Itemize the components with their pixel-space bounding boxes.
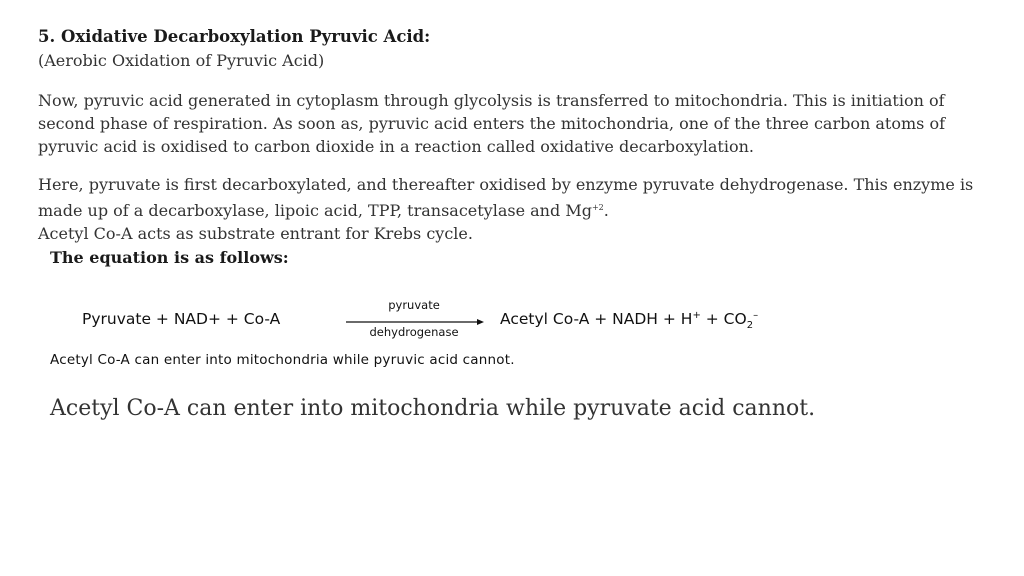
paragraph-pyruvate-dehydrogenase xyxy=(38,173,988,245)
equation-enzyme-arrow xyxy=(344,300,484,344)
reaction-equation xyxy=(82,300,862,346)
conclusion-text: Acetyl Co-A can enter into mitochondria while pyruvate acid cannot. xyxy=(50,396,816,421)
equation-products xyxy=(500,310,758,331)
products-co2-text: + CO xyxy=(700,310,747,328)
section-subheading: (Aerobic Oxidation of Pyruvic Acid) xyxy=(38,51,325,70)
enzyme-label-bottom: dehydrogenase xyxy=(369,325,459,339)
equation-label: The equation is as follows: xyxy=(50,248,289,267)
paragraph-glycolysis-transfer: Now, pyruvic acid generated in cytoplasm through glycolysis is transferred to mitochondria. This is initiation of second phase of respiration. As soon as, pyruvic acid enters the mitochondria, one of the three carbon atoms of pyruvic acid is oxidised to carbon dioxide in a reaction called oxidative decarboxylation. xyxy=(38,91,945,156)
mg-superscript: +2 xyxy=(591,203,604,212)
equation-reactants: Pyruvate + NAD+ + Co-A xyxy=(82,310,281,328)
section-heading: 5. Oxidative Decarboxylation Pyruvic Acid: xyxy=(38,27,431,46)
enzyme-label-top: pyruvate xyxy=(388,298,440,312)
co2-subscript: 2 xyxy=(746,320,754,331)
paragraph-enzyme-end: . xyxy=(603,201,609,220)
products-text: Acetyl Co-A + NADH + H xyxy=(500,310,693,328)
co2-charge: – xyxy=(753,310,759,321)
paragraph-krebs-entrant: Acetyl Co-A acts as substrate entrant for Krebs cycle. xyxy=(38,224,473,243)
equation-note: Acetyl Co-A can enter into mitochondria while pyruvic acid cannot. xyxy=(50,352,515,368)
paragraph-enzyme-text: Here, pyruvate is first decarboxylated, and thereafter oxidised by enzyme pyruvate dehydrogenase. This enzyme is made up of a decarboxylase, lipoic acid, TPP, transacetylase and Mg xyxy=(38,175,974,220)
hydrogen-charge: + xyxy=(692,310,701,321)
